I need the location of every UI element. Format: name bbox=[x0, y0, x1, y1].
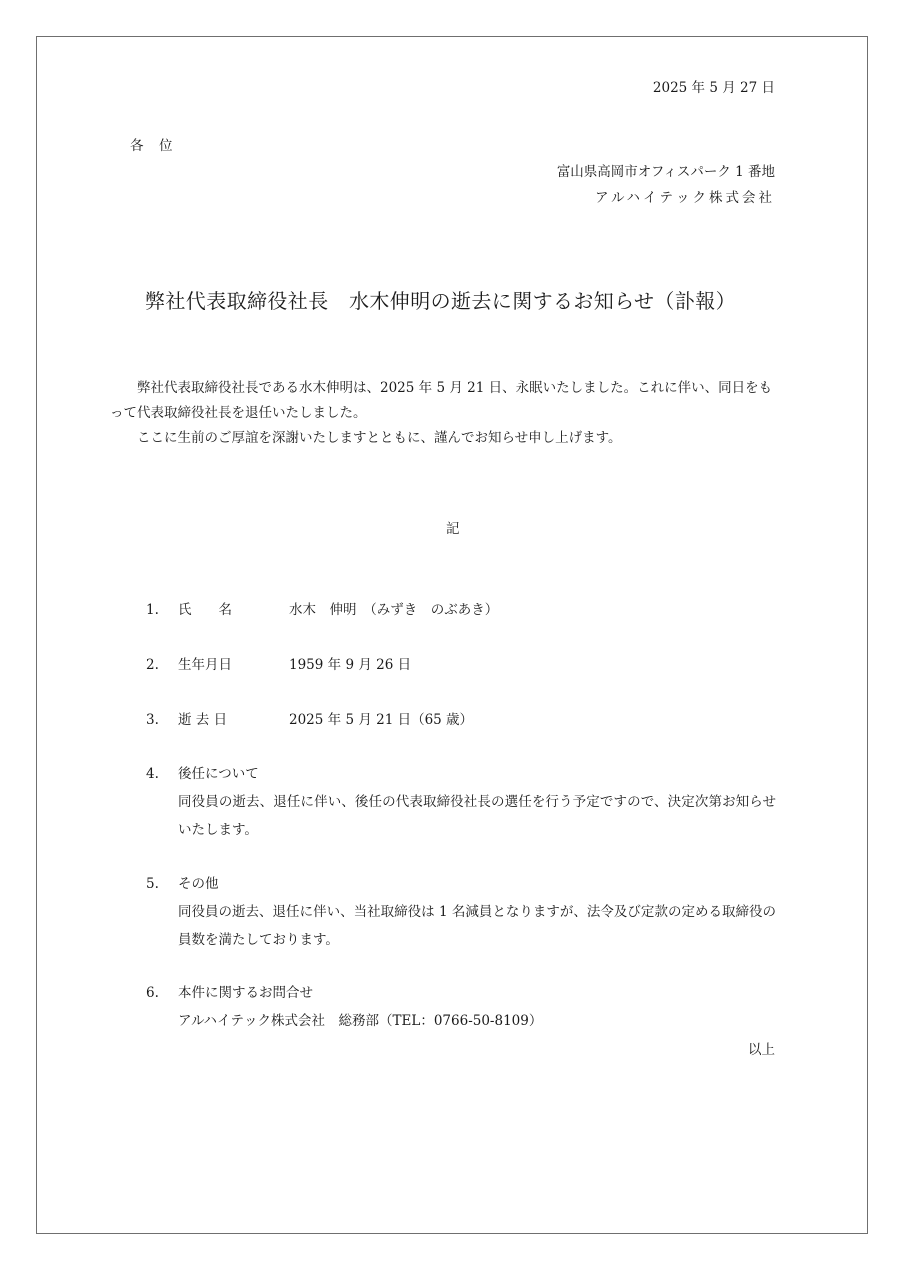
document-date: 2025 年 5 月 27 日 bbox=[652, 80, 775, 96]
addressee: 各 位 bbox=[130, 138, 174, 154]
item-6-number: 6. bbox=[146, 985, 159, 1001]
sender-address: 富山県高岡市オフィスパーク 1 番地 bbox=[556, 164, 775, 180]
item-3-number: 3. bbox=[146, 712, 159, 728]
body-paragraph-1: 弊社代表取締役社長である水木伸明は、2025 年 5 月 21 日、永眠いたしました。これに伴い、同日をもって代表取締役社長を退任いたしました。 bbox=[110, 380, 773, 421]
ki-heading: 記 bbox=[446, 521, 460, 537]
item-3-value: 2025 年 5 月 21 日（65 歳） bbox=[289, 712, 474, 728]
closing-ijou: 以上 bbox=[748, 1042, 775, 1058]
item-1-label: 氏 名 bbox=[178, 602, 232, 618]
item-5-label: その他 bbox=[178, 876, 219, 892]
document-page bbox=[36, 36, 868, 1234]
item-6-text: アルハイテック株式会社 総務部（TEL：0766-50-8109） bbox=[178, 1013, 543, 1029]
item-5-number: 5. bbox=[146, 876, 159, 892]
item-4-number: 4. bbox=[146, 766, 159, 782]
item-1-value: 水木 伸明 （みずき のぶあき） bbox=[289, 602, 499, 618]
item-6-label: 本件に関するお問合せ bbox=[178, 985, 313, 1001]
item-5-text: 同役員の逝去、退任に伴い、当社取締役は 1 名減員となりますが、法令及び定款の定める取締役の員数を満たしております。 bbox=[178, 904, 776, 948]
item-2-label: 生年月日 bbox=[178, 657, 232, 673]
body-text bbox=[110, 376, 774, 451]
body-paragraph-2: ここに生前のご厚誼を深謝いたしますとともに、謹んでお知らせ申し上げます。 bbox=[137, 430, 622, 446]
item-3-label: 逝 去 日 bbox=[178, 712, 228, 728]
item-1-number: 1. bbox=[146, 602, 159, 618]
document-title: 弊社代表取締役社長 水木伸明の逝去に関するお知らせ（訃報） bbox=[145, 289, 736, 313]
item-2-value: 1959 年 9 月 26 日 bbox=[289, 657, 412, 673]
sender-company: アルハイテック株式会社 bbox=[594, 190, 775, 206]
item-4-label: 後任について bbox=[178, 766, 259, 782]
item-4-text: 同役員の逝去、退任に伴い、後任の代表取締役社長の選任を行う予定ですので、決定次第お知らせいたします。 bbox=[178, 794, 776, 838]
item-2-number: 2. bbox=[146, 657, 159, 673]
